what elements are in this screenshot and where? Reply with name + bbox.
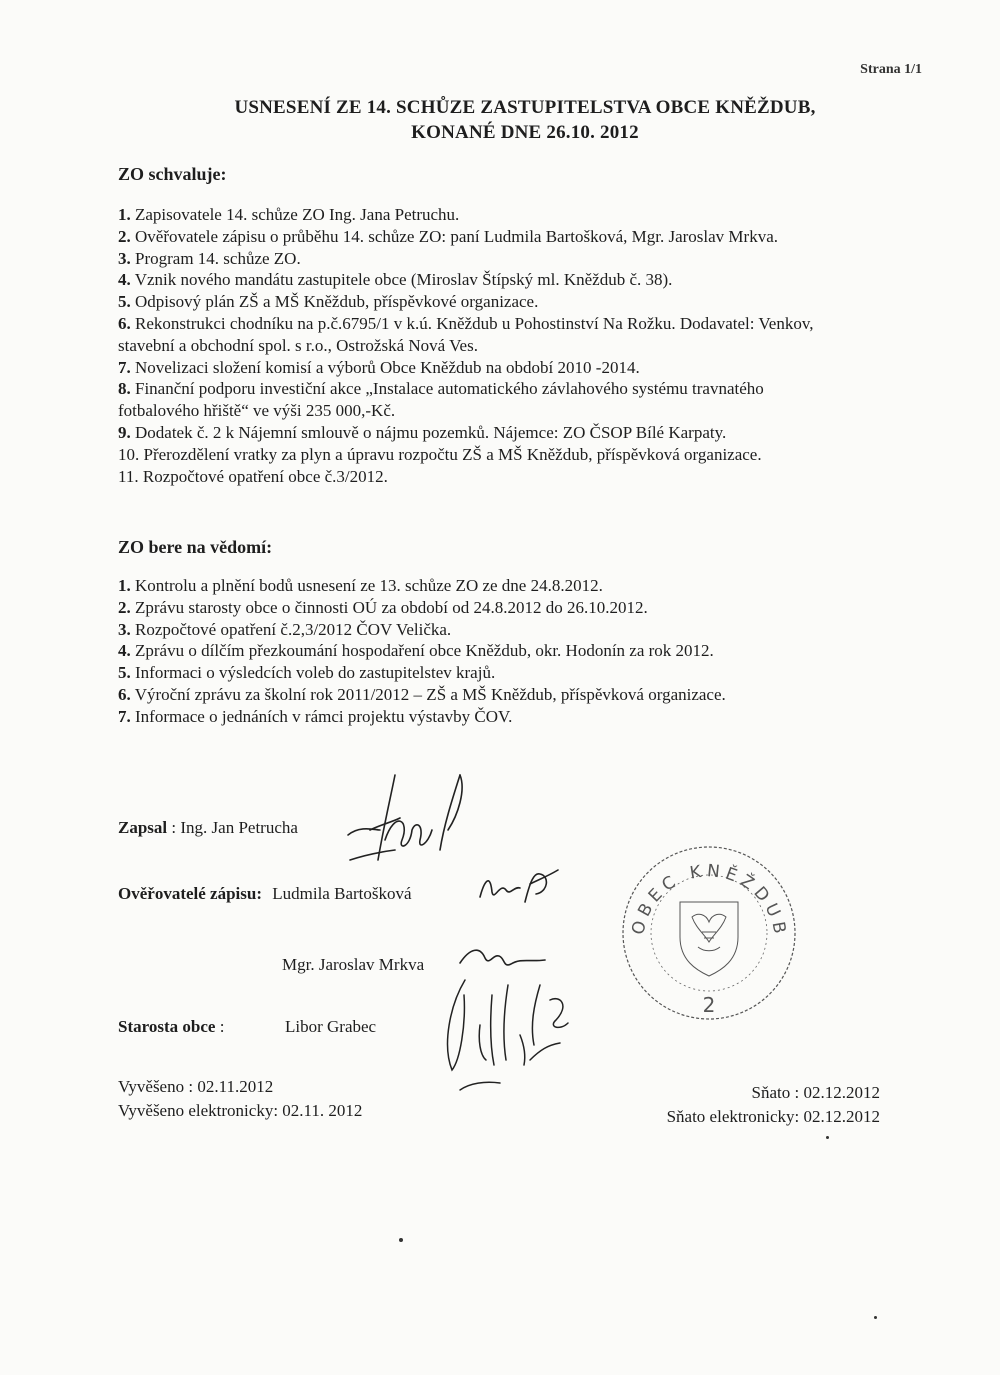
item-number: 4. [118, 270, 131, 290]
notes-list-item [118, 640, 726, 662]
item-number: 2. [118, 226, 131, 246]
item-number: 2. [118, 597, 131, 617]
item-number: 4. [118, 641, 131, 661]
approves-list-item [118, 204, 814, 226]
mayor-label: Starosta obce [118, 1017, 216, 1036]
signature-mayor [430, 965, 590, 1095]
svg-text:OBEC KNĚŽDUB [628, 861, 790, 940]
notes-list-item [118, 662, 726, 684]
item-number: 9. [118, 422, 131, 442]
verifiers-row [118, 884, 412, 904]
item-number: 10. [118, 444, 140, 464]
scan-speck [826, 1136, 829, 1139]
notes-list-item [118, 597, 726, 619]
item-number: 11. [118, 466, 139, 486]
approves-list-item [118, 226, 814, 248]
notes-list-item [118, 706, 726, 728]
recorded-by-label: Zapsal [118, 818, 168, 837]
approves-list-item [118, 313, 814, 335]
item-number: 8. [118, 379, 131, 399]
notes-list-item [118, 619, 726, 641]
item-number: 5. [118, 663, 131, 683]
approves-list-item [118, 444, 814, 466]
scan-speck [874, 1316, 877, 1319]
item-text: Rozpočtové opatření č.2,3/2012 ČOV Velička. [130, 619, 452, 639]
approves-list-item [118, 400, 814, 422]
item-text: Kontrolu a plnění bodů usnesení ze 13. schůze ZO ze dne 24.8.2012. [130, 576, 603, 595]
recorded-by-name: Ing. Jan Petrucha [180, 818, 298, 837]
approves-list-item [118, 335, 814, 357]
item-number: 7. [118, 357, 131, 377]
document-title-line-2: KONANÉ DNE 26.10. 2012 [411, 122, 639, 143]
item-text: stavební a obchodní spol. s r.o., Ostrožská Nová Ves. [118, 335, 478, 355]
signature-recorder [340, 770, 480, 880]
verifier-2-name: Mgr. Jaroslav Mrkva [282, 955, 425, 974]
approves-list-item [118, 378, 814, 400]
mayor-name: Libor Grabec [285, 1017, 377, 1036]
item-text: Výroční zprávu za školní rok 2011/2012 – ZŠ a MŠ Kněždub, příspěvková organizace. [130, 684, 726, 704]
stamp-number: 2 [702, 993, 716, 1017]
approves-list-item [118, 422, 814, 444]
item-text: Vznik nového mandátu zastupitele obce (Miroslav Štípský ml. Kněždub č. 38). [130, 270, 673, 290]
item-number: 3. [118, 619, 131, 639]
verifier-1-name: Ludmila Bartošková [272, 884, 412, 903]
approves-list-item [118, 248, 814, 270]
item-text: fotbalového hřiště“ ve výši 235 000,-Kč. [118, 401, 396, 421]
item-number: 1. [118, 205, 131, 224]
item-text: Ověřovatele zápisu o průběhu 14. schůze ZO: paní Ludmila Bartošková, Mgr. Jaroslav Mrkva. [130, 226, 779, 246]
item-text: Přerozdělení vratky za plyn a úpravu rozpočtu ZŠ a MŠ Kněždub, příspěvková organizace. [139, 444, 762, 464]
item-text: Dodatek č. 2 k Nájemní smlouvě o nájmu pozemků. Nájemce: ZO ČSOP Bílé Karpaty. [130, 422, 727, 442]
item-text: Zprávu o dílčím přezkoumání hospodaření obce Kněždub, okr. Hodonín za rok 2012. [130, 641, 714, 661]
item-number: 6. [118, 684, 131, 704]
item-text: Informace o jednáních v rámci projektu výstavby ČOV. [130, 706, 513, 726]
approves-list-item [118, 291, 814, 313]
notes-list-item [118, 575, 726, 597]
item-number: 5. [118, 292, 131, 312]
page-number: Strana 1/1 [860, 62, 922, 77]
approves-list-item [118, 269, 814, 291]
verifiers-label: Ověřovatelé zápisu: [118, 884, 262, 903]
item-text: Rozpočtové opatření obce č.3/2012. [138, 466, 388, 486]
item-number: 1. [118, 576, 131, 595]
posted-date: Vyvěšeno : 02.11.2012 [118, 1077, 274, 1096]
approves-list-item [118, 466, 814, 488]
removed-date: Sňato : 02.12.2012 [751, 1083, 880, 1102]
item-text: Zprávu starosty obce o činnosti OÚ za období od 24.8.2012 do 26.10.2012. [130, 597, 648, 617]
item-text: Finanční podporu investiční akce „Instalace automatického závlahového systému travnatého [130, 379, 764, 399]
document-title-line-1: USNESENÍ ZE 14. SCHŮZE ZASTUPITELSTVA OBCE KNĚŽDUB, [234, 97, 816, 118]
notes-heading: ZO bere na vědomí: [118, 537, 273, 557]
removed-electronic-date: Sňato elektronicky: 02.12.2012 [666, 1107, 880, 1126]
stamp-text: OBEC KNĚŽDUB [628, 861, 791, 941]
item-text: Rekonstrukci chodníku na p.č.6795/1 v k.ú. Kněždub u Pohostinství Na Rožku. Dodavatel: Venkov, [130, 313, 814, 333]
item-text: Novelizaci složení komisí a výborů Obce Kněždub na období 2010 -2014. [130, 357, 640, 377]
notes-list [118, 575, 726, 728]
posted-electronic-date: Vyvěšeno elektronicky: 02.11. 2012 [118, 1101, 363, 1120]
recorded-by-separator: : [167, 818, 181, 837]
approves-heading: ZO schvaluje: [118, 164, 227, 184]
item-text: Zapisovatele 14. schůze ZO Ing. Jana Petruchu. [130, 205, 460, 224]
scan-speck [399, 1238, 403, 1242]
mayor-separator: : [215, 1017, 225, 1036]
approves-list-item [118, 357, 814, 379]
signature-verifier-1 [470, 862, 570, 912]
item-number: 3. [118, 248, 131, 268]
item-number: 6. [118, 313, 131, 333]
recorded-by-row [118, 818, 298, 838]
approves-list [118, 204, 814, 487]
notes-list-item [118, 684, 726, 706]
item-text: Informaci o výsledcích voleb do zastupitelstev krajů. [130, 663, 496, 683]
official-stamp [618, 842, 800, 1024]
item-number: 7. [118, 706, 131, 726]
item-text: Program 14. schůze ZO. [130, 248, 301, 268]
item-text: Odpisový plán ZŠ a MŠ Kněždub, příspěvkové organizace. [130, 292, 539, 312]
mayor-row [118, 1017, 224, 1037]
